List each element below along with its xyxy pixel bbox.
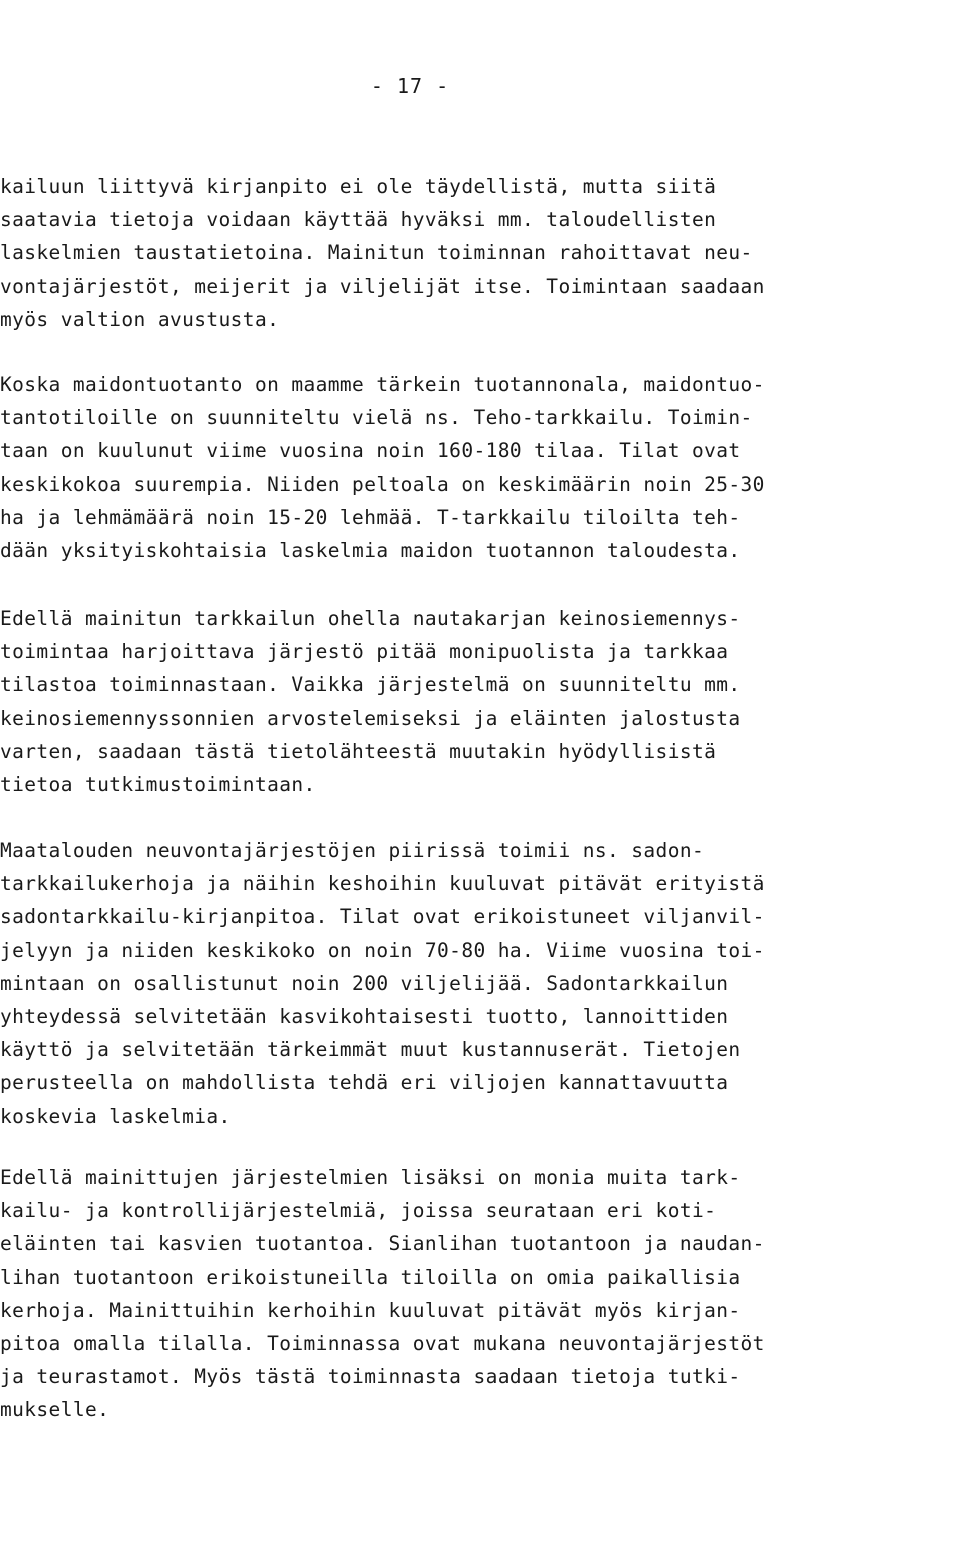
text-line: dään yksityiskohtaisia laskelmia maidon tuotannon taloudesta. [0,539,741,563]
text-line: mintaan on osallistunut noin 200 viljelijää. Sadontarkkailun [0,971,729,995]
text-line: tilastoa toiminnastaan. Vaikka järjestelmä on suunniteltu mm. [0,673,741,697]
text-line: ja teurastamot. Myös tästä toiminnasta saadaan tietoja tutki- [0,1365,741,1389]
text-line: taan on kuulunut viime vuosina noin 160-180 tilaa. Tilat ovat [0,439,741,463]
text-line: keinosiemennyssonnien arvostelemiseksi ja eläinten jalostusta [0,706,741,730]
paragraph-4 [0,834,900,1133]
text-line: eläinten tai kasvien tuotantoa. Sianlihan tuotantoon ja naudan- [0,1232,765,1256]
text-line: Edellä mainitun tarkkailun ohella nautakarjan keinosiemennys- [0,607,741,630]
paragraph-3 [0,602,900,801]
text-line: toimintaa harjoittava järjestö pitää monipuolista ja tarkkaa [0,640,729,664]
text-line: koskevia laskelmia. [0,1104,231,1128]
text-line: ha ja lehmämäärä noin 15-20 lehmää. T-tarkkailu tiloilta teh- [0,505,741,529]
text-line: vontajärjestöt, meijerit ja viljelijät itse. Toimintaan saadaan [0,274,765,298]
text-line: Koska maidontuotanto on maamme tärkein tuotannonala, maidontuo- [0,373,765,396]
text-line: pitoa omalla tilalla. Toiminnassa ovat mukana neuvontajärjestöt [0,1332,765,1356]
text-line: myös valtion avustusta. [0,307,280,331]
text-line: käyttö ja selvitetään tärkeimmät muut kustannuserät. Tietojen [0,1038,741,1062]
text-line: saatavia tietoja voidaan käyttää hyväksi mm. taloudellisten [0,208,717,232]
text-line: mukselle. [0,1398,110,1422]
text-line: keskikokoa suurempia. Niiden peltoala on keskimäärin noin 25-30 [0,472,765,496]
text-line: kailuun liittyvä kirjanpito ei ole täydellistä, mutta siitä [0,175,717,198]
text-line: tantotiloille on suunniteltu vielä ns. Teho-tarkkailu. Toimin- [0,406,753,430]
text-line: tarkkailukerhoja ja näihin keshoihin kuuluvat pitävät erityistä [0,872,765,896]
text-line: laskelmien taustatietoina. Mainitun toiminnan rahoittavat neu- [0,241,753,265]
paragraph-5 [0,1161,900,1427]
text-line: lihan tuotantoon erikoistuneilla tiloilla on omia paikallisia [0,1265,741,1289]
page-number: - 17 - [370,74,450,98]
text-line: Edellä mainittujen järjestelmien lisäksi on monia muita tark- [0,1166,741,1189]
text-line: jelyyn ja niiden keskikoko on noin 70-80 ha. Viime vuosina toi- [0,938,765,962]
text-line: Maatalouden neuvontajärjestöjen piirissä toimii ns. sadon- [0,839,705,862]
paragraph-2 [0,368,900,567]
text-line: kailu- ja kontrollijärjestelmiä, joissa seurataan eri koti- [0,1199,717,1223]
text-line: tietoa tutkimustoimintaan. [0,773,316,797]
text-line: yhteydessä selvitetään kasvikohtaisesti tuotto, lannoittiden [0,1005,729,1029]
paragraph-1 [0,170,900,336]
text-line: perusteella on mahdollista tehdä eri viljojen kannattavuutta [0,1071,729,1095]
text-line: kerhoja. Mainittuihin kerhoihin kuuluvat pitävät myös kirjan- [0,1298,741,1322]
text-line: varten, saadaan tästä tietolähteestä muutakin hyödyllisistä [0,739,717,763]
text-line: sadontarkkailu-kirjanpitoa. Tilat ovat erikoistuneet viljanvil- [0,905,765,929]
